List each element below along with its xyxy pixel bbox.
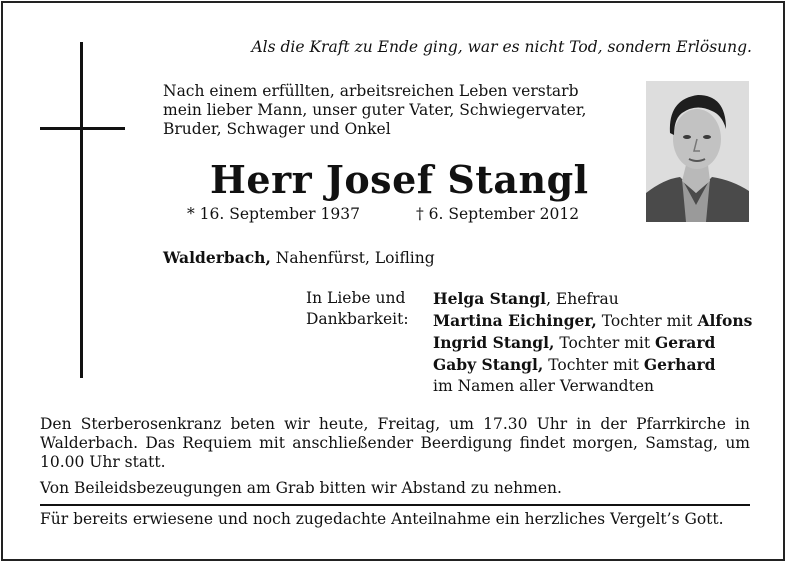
death-date: † 6. September 2012 — [416, 205, 580, 223]
intro-line: mein lieber Mann, unser guter Vater, Schwiegervater, — [163, 101, 587, 119]
place-line — [163, 248, 435, 267]
mourner-name: Ingrid Stangl, — [433, 333, 555, 352]
divider — [40, 504, 750, 506]
portrait-image — [646, 81, 749, 222]
intro-line: Nach einem erfüllten, arbeitsreichen Leben verstarb — [163, 82, 579, 100]
cross-icon-horizontal — [40, 127, 125, 130]
closing-line: Für bereits erwiesene und noch zugedachte Anteilnahme ein herzliches Vergelt’s Gott. — [40, 510, 724, 528]
cross-icon-vertical — [80, 42, 83, 378]
motto: Als die Kraft zu Ende ging, war es nicht Tod, sondern Erlösung. — [251, 38, 752, 56]
service-notice: Den Sterberosenkranz beten wir heute, Freitag, um 17.30 Uhr in der Pfarrkirche in Walderbach. Das Requiem mit anschließender Beerdigung findet morgen, Samstag, um 10.00 Uhr statt. — [40, 415, 750, 471]
mourner-name: Gaby Stangl, — [433, 355, 544, 374]
mourner-name: Helga Stangl — [433, 289, 547, 308]
mourner-partner: Gerard — [655, 333, 716, 352]
mourners-footer: im Namen aller Verwandten — [433, 377, 654, 395]
thanks-label — [306, 288, 409, 330]
portrait-photo — [646, 81, 749, 222]
mourner-entry — [433, 288, 752, 310]
mourner-partner: Gerhard — [643, 355, 716, 374]
intro-text — [163, 82, 623, 139]
mourner-relation: Tochter mit — [543, 356, 644, 374]
place-main: Walderbach, — [163, 248, 271, 267]
thanks-line: In Liebe und — [306, 289, 406, 307]
mourners-list — [433, 288, 752, 397]
mourner-entry — [433, 354, 752, 376]
mourner-partner: Alfons — [697, 311, 753, 330]
thanks-line: Dankbarkeit: — [306, 310, 409, 328]
mourner-relation: Tochter mit — [596, 312, 698, 330]
birth-date: * 16. September 1937 — [187, 205, 360, 223]
mourner-entry — [433, 332, 752, 354]
mourner-name: Martina Eichinger, — [433, 311, 597, 330]
intro-line: Bruder, Schwager und Onkel — [163, 120, 391, 138]
mourner-entry — [433, 310, 752, 332]
condolence-notice: Von Beileidsbezeugungen am Grab bitten wir Abstand zu nehmen. — [40, 479, 562, 497]
mourner-relation: , Ehefrau — [546, 290, 619, 308]
deceased-name: Herr Josef Stangl — [210, 157, 589, 202]
mourner-relation: Tochter mit — [554, 334, 656, 352]
place-rest: Nahenfürst, Loifling — [270, 249, 435, 267]
